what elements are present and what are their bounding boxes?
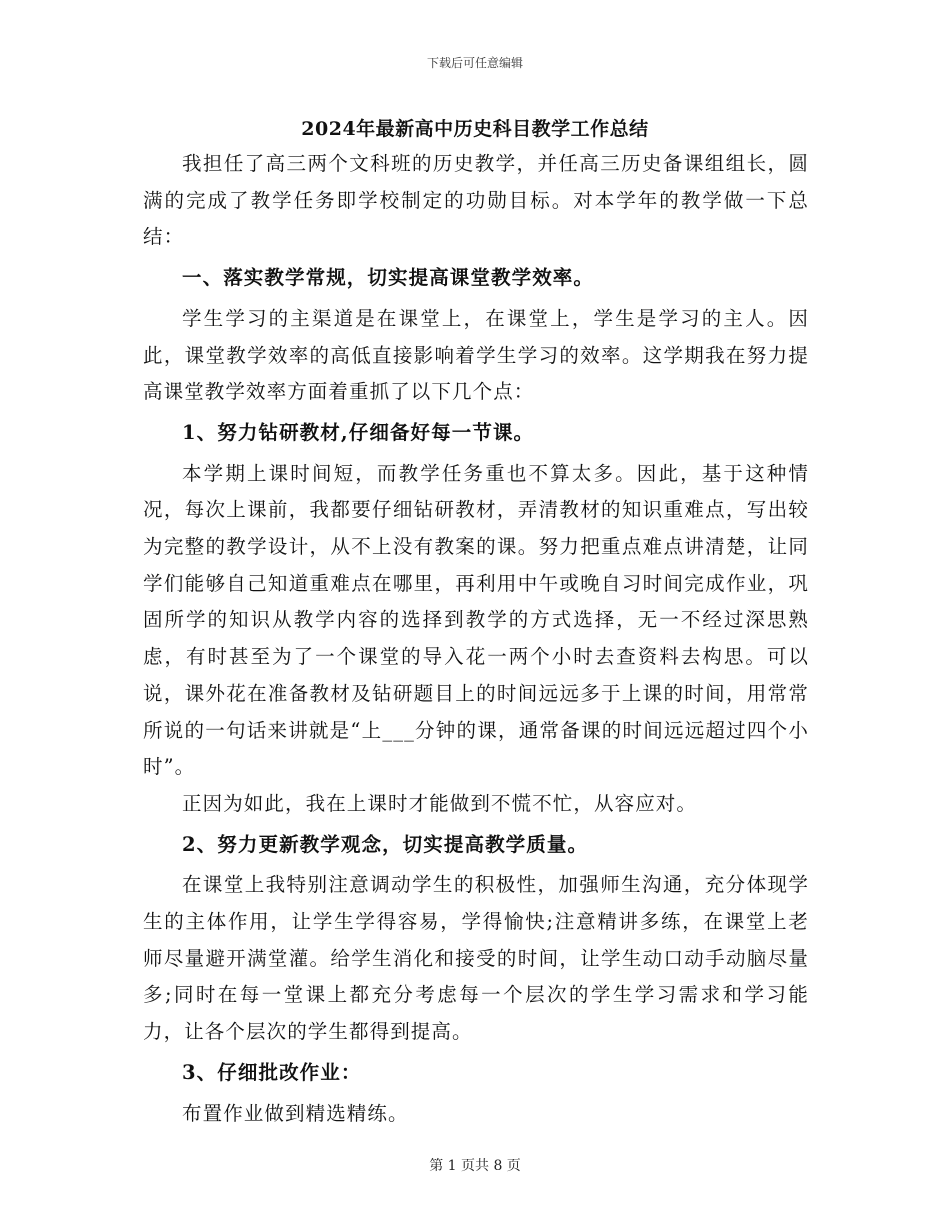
subheading-1: 1、努力钻研教材,仔细备好每一节课。 [182, 420, 535, 444]
paragraph-section-1: 学生学习的主渠道是在课堂上，在课堂上，学生是学习的主人。因此，课堂教学效率的高低直接影响着学生学习的效率。这学期我在努力提高课堂教学效率方面着重抓了以下几个点： [143, 306, 809, 404]
paragraph-teaching-concepts: 在课堂上我特别注意调动学生的积极性，加强师生沟通，充分体现学生的主体作用，让学生学得容易，学得愉快;注意精讲多练，在课堂上老师尽量避开满堂灌。给学生消化和接受的时间，让学生动口动手动脑尽量多;同时在每一堂课上都充分考虑每一个层次的学生学习需求和学习能力，让各个层次的学生都得到提高。 [143, 873, 809, 1044]
page-footer: 第 1 页共 8 页 [429, 1158, 521, 1174]
document-body [143, 146, 809, 1132]
document-title: 2024年最新高中历史科目教学工作总结 [301, 118, 649, 140]
paragraph-calm-teaching: 正因为如此，我在上课时才能做到不慌不忙，从容应对。 [182, 791, 698, 815]
section-heading-1: 一、落实教学常规，切实提高课堂教学效率。 [182, 266, 595, 290]
subheading-2: 2、努力更新教学观念，切实提高教学质量。 [182, 832, 589, 856]
paragraph-intro: 我担任了高三两个文科班的历史教学，并任高三历史备课组组长，圆满的完成了教学任务即学校制定的功勋目标。对本学年的教学做一下总结： [143, 152, 809, 249]
paragraph-homework: 布置作业做到精选精练。 [182, 1101, 409, 1125]
subheading-3: 3、仔细批改作业： [182, 1060, 362, 1084]
paragraph-prepare-lessons: 本学期上课时间短，而教学任务重也不算太多。因此，基于这种情况，每次上课前，我都要仔细钻研教材，弄清教材的知识重难点，写出较为完整的教学设计，从不上没有教案的课。努力把重点难点讲清楚，让同学们能够自己知道重难点在哪里，再利用中午或晚自习时间完成作业，巩固所学的知识从教学内容的选择到教学的方式选择，无一不经过深思熟虑，有时甚至为了一个课堂的导入花一两个小时去查资料去构思。可以说，课外花在准备教材及钻研题目上的时间远远多于上课的时间，用常常所说的一句话来讲就是“上___分钟的课，通常备课的时间远远超过四个小时”。 [143, 461, 809, 779]
header-note: 下载后可任意编辑 [426, 56, 523, 70]
